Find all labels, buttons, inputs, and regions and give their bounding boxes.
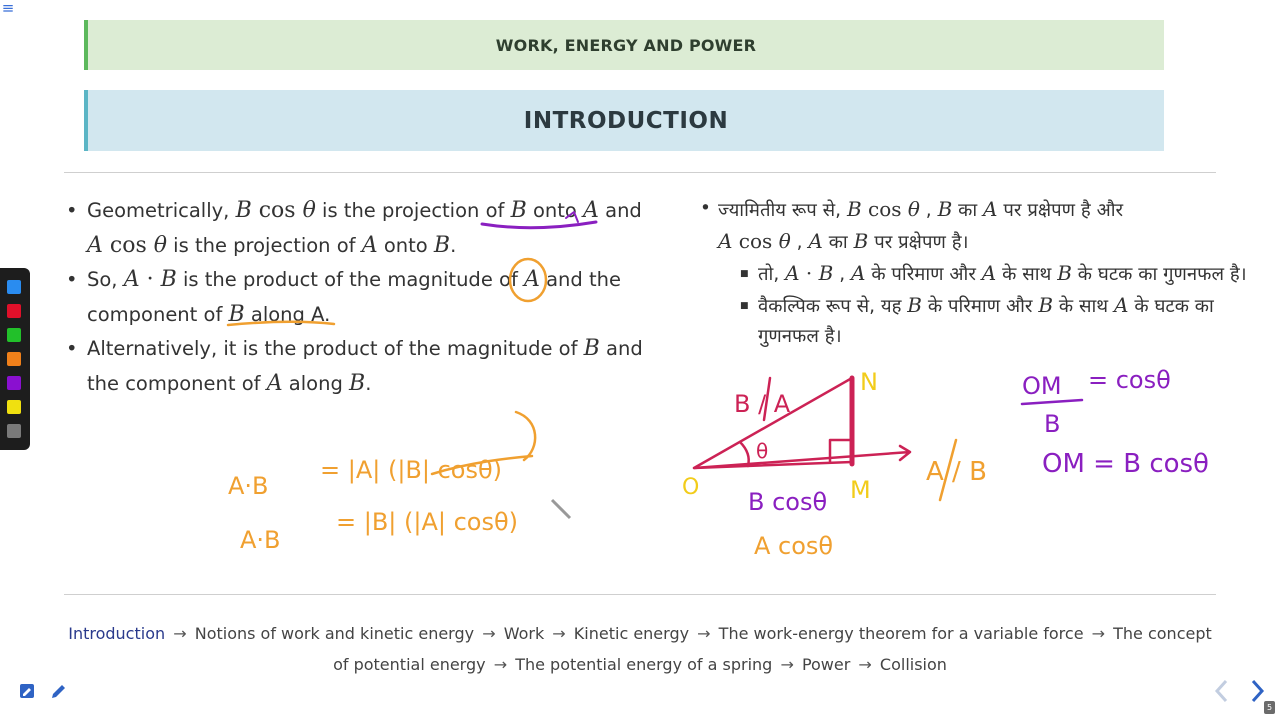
nav-notions[interactable]: Notions of work and kinetic energy — [194, 624, 475, 643]
nav-introduction[interactable]: Introduction — [68, 624, 166, 643]
previous-slide-icon[interactable] — [1210, 676, 1234, 706]
nav-work[interactable]: Work — [503, 624, 545, 643]
right-angle-mark — [830, 440, 852, 462]
bottom-divider — [64, 594, 1216, 595]
color-swatch-orange[interactable] — [7, 352, 21, 366]
color-swatch-green[interactable] — [7, 328, 21, 342]
nav-potential-energy[interactable]: The concept of potential energy — [333, 624, 1212, 674]
pen-tool-icon[interactable] — [48, 680, 70, 702]
fraction-bar — [1022, 400, 1082, 404]
topic-breadcrumb — [64, 618, 1216, 680]
nav-kinetic-energy[interactable]: Kinetic energy — [573, 624, 690, 643]
color-swatch-yellow[interactable] — [7, 400, 21, 414]
base-arrow — [694, 446, 910, 468]
edit-box-icon[interactable] — [16, 680, 38, 702]
topic-banner — [84, 20, 1164, 70]
eq2-rhs: = |B| (|A| cosθ) — [336, 508, 519, 536]
label-O: O — [682, 475, 700, 500]
triangle — [694, 378, 852, 468]
nav-arrow: → — [1091, 624, 1106, 643]
color-swatch-blue[interactable] — [7, 280, 21, 294]
slash-mark — [764, 378, 770, 420]
nav-arrow: → — [858, 655, 872, 674]
english-bullet-3: • Alternatively, it is the product of the magnitude of B and the component of A along B. — [64, 332, 664, 401]
hamburger-menu-icon[interactable]: ≡ — [1, 0, 15, 17]
acos-label: A cosθ — [754, 532, 834, 560]
color-swatch-purple[interactable] — [7, 376, 21, 390]
fraction-denominator: B — [1044, 410, 1061, 438]
section-title: INTRODUCTION — [523, 107, 729, 134]
english-content — [64, 194, 664, 401]
section-banner — [84, 90, 1164, 151]
top-divider — [64, 172, 1216, 173]
om-equation: OM = B cosθ — [1042, 449, 1209, 479]
english-bullet-1: • Geometrically, B cos θ is the projection of B onto A and A cos θ is the projection of A onto B. — [64, 194, 664, 263]
hindi-subbullet-1: ■ तो, A · B , A के परिमाण और A के साथ B के घटक का गुणनफल है। — [736, 258, 1266, 290]
orange-paren — [516, 412, 535, 460]
hindi-content — [696, 194, 1266, 352]
orange-bracket-line — [432, 456, 532, 474]
nav-arrow: → — [552, 624, 566, 643]
eq1-lhs: A·B — [228, 472, 269, 500]
nav-power[interactable]: Power — [801, 655, 851, 674]
color-swatch-red[interactable] — [7, 304, 21, 318]
english-bullet-2: • So, A · B is the product of the magnitude of A and the component of B along A. — [64, 263, 664, 332]
nav-arrow: → — [697, 624, 711, 643]
nav-collision[interactable]: Collision — [879, 655, 947, 674]
angle-label: θ — [756, 439, 769, 463]
nav-arrow: → — [482, 624, 496, 643]
pen-cursor-icon — [552, 500, 570, 518]
angle-arc — [740, 442, 749, 466]
fraction-rhs: = cosθ — [1088, 366, 1171, 394]
bcos-label: B cosθ — [748, 488, 828, 516]
eq2-lhs: A·B — [240, 526, 281, 554]
fraction-numerator: OM — [1022, 372, 1062, 400]
page-number-badge: 5 — [1264, 701, 1275, 714]
topic-title: WORK, ENERGY AND POWER — [495, 35, 757, 55]
nav-arrow: → — [780, 655, 794, 674]
label-M: M — [850, 476, 871, 504]
nav-arrow: → — [173, 624, 187, 643]
eq1-rhs: = |A| (|B| cosθ) — [320, 456, 503, 484]
AB-slash — [940, 440, 956, 500]
color-palette — [0, 268, 30, 450]
label-A-over-B: A / B — [926, 457, 987, 487]
label-N: N — [860, 368, 878, 396]
nav-arrow: → — [493, 655, 508, 674]
nav-spring[interactable]: The potential energy of a spring — [515, 655, 773, 674]
hindi-bullet-1: • ज्यामितीय रूप से, B cos θ , B का A पर प्रक्षेपण है और A cos θ , A का B पर प्रक्षेपण है। ■ तो, A · B , A के परिमाण और A के साथ B के घटक का गुणनफल है। ■ वैकल्पिक रूप से, यह B के परिमाण और B के साथ A के घटक का गुणनफल है। — [696, 194, 1266, 352]
triangle-side-label: B / A — [734, 390, 791, 418]
annotation-tools — [16, 680, 70, 702]
hindi-subbullet-2: ■ वैकल्पिक रूप से, यह B के परिमाण और B के साथ A के घटक का गुणनफल है। — [736, 290, 1266, 352]
color-swatch-gray[interactable] — [7, 424, 21, 438]
nav-work-energy-theorem[interactable]: The work-energy theorem for a variable force — [718, 624, 1084, 643]
